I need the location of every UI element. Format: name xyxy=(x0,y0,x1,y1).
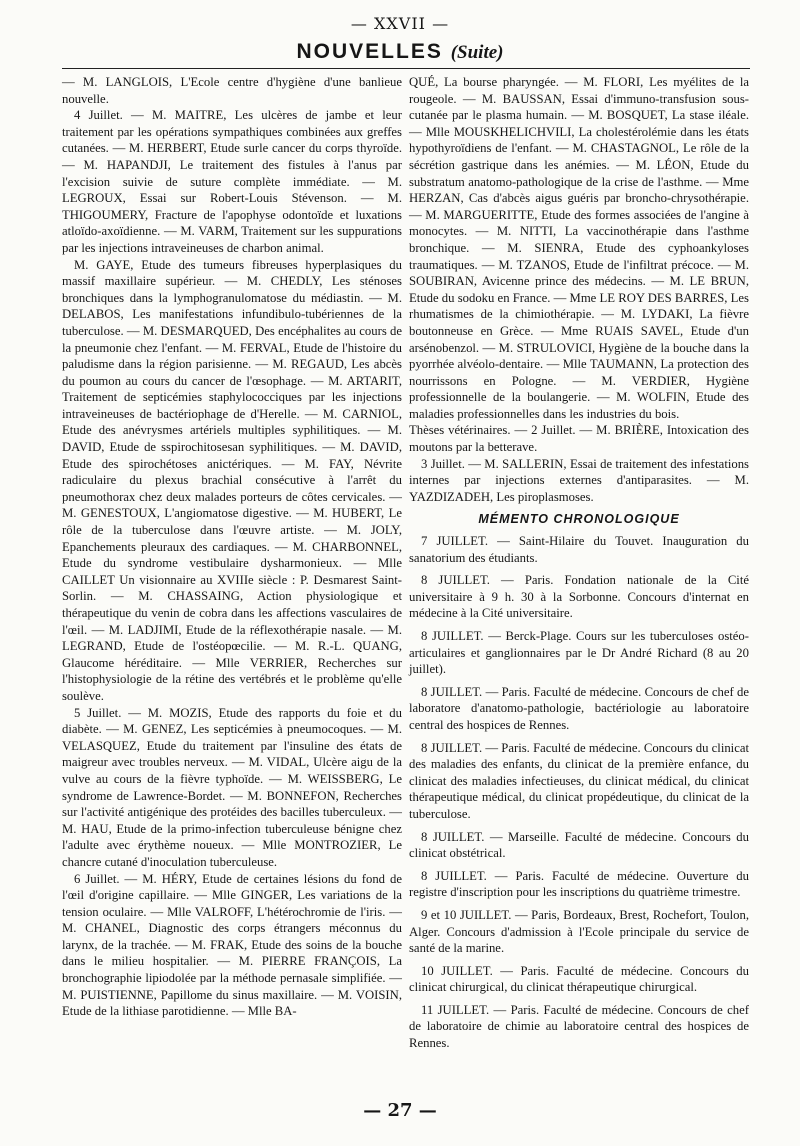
memento-entry: 8 JUILLET. — Paris. Faculté de médecine. Concours du clinicat des maladies des enfants, du clinicat de la première enfance, du clinicat des maladies infectieuses, du clinicat médical, du clinicat thérapeutique médical, du clinicat propédeutique, du clinicat de la tuberculose. xyxy=(409,740,749,821)
title-suite: (Suite) xyxy=(450,42,504,63)
paragraph: 5 Juillet. — M. MOZIS, Etude des rapports du foie et du diabète. — M. GENEZ, Les septicémies à pneumocoques. — M. VELASQUEZ, Etude du traitement par l'insuline des états de maigreur avec troubles nerveux. — M. VIDAL, Ulcère aigu de la vulve au cours de la fièvre typhoïde. — M. WEISSBERG, Le syndrome de Lawrence-Bordet. — M. BONNEFON, Recherches sur l'activité antigénique des protéides des bacilles tuberculeux. — M. HAU, Etude de la primo-infection tuberculeuse bénigne chez l'adulte avec érythème noueux. — Mlle MONTROZIER, Le chancre cutané d'inoculation tuberculeuse. xyxy=(62,705,402,869)
paragraph: M. GAYE, Etude des tumeurs fibreuses hyperplasiques du massif maxillaire supérieur. — M. CHEDLY, Les sténoses bronchiques dans la lymphogranulomatose du médiastin. — M. DELABOS, Les manifestations infundibulo-tubériennes de la tuberculose. — M. DESMARQUED, Des encéphalites au cours de la pneumonie chez l'enfant. — M. FERVAL, Etude de l'histoire du paludisme dans la région parisienne. — M. REGAUD, Les abcès du poumon au cours du cancer de l'œsophage. — M. ARTARIT, Traitement de septicémies staphylococciques par les injections intraveineuses de bactériophage de d'Herelle. — M. CARNIOL, Etude des anévrysmes artériels multiples syphilitiques. — M. DAVID, Etude de sspirochitosesan syphilitiques. — M. DAVID, Etude des spirochétoses anictériques. — M. FAY, Névrite radiculaire du plexus brachial consécutive à l'arrêt du pneumothorax chez deux malades porteurs de côtes cervicales. — M. GENESTOUX, L'angiomatose digestive. — M. HUBERT, Le rôle de la tuberculose dans l'œuvre artiste. — M. JOLY, Epanchements pleuraux des cardiaques. — M. CHARBONNEL, Etude du syndrome vestibulaire dysharmonieux. — Mlle CAILLET Un visionnaire au XVIIIe siècle : P. Desmarest Saint-Sorlin. — M. CHASSAING, Action physiologique et thérapeutique du venin de cobra dans les affections vasculaires de l'œil. — M. LADJIMI, Etude de la réflexothérapie nasale. — M. LEGRAND, Etude de l'ostéopœcilie. — M. R.-L. QUANG, Glaucome héréditaire. — Mlle VERRIER, Recherches sur l'histophysiologie de la rétine des vertébrés et le problème qu'elle soulève. xyxy=(62,257,402,703)
memento-entry: 8 JUILLET. — Berck-Plage. Cours sur les tuberculoses ostéo-articulaires et ganglionnaires par le Dr André Richard (8 au 20 juillet). xyxy=(409,629,749,677)
page-title xyxy=(0,40,800,64)
memento-heading: MÉMENTO CHRONOLOGIQUE xyxy=(478,512,680,527)
memento-entry: 8 JUILLET. — Paris. Faculté de médecine. Concours de chef de laboratore d'anatomo-pathologie, bactériologie au laboratoire central des hospices de Rennes. xyxy=(409,684,749,732)
memento-entry: 8 JUILLET. — Marseille. Faculté de médecine. Concours du clinicat obstétrical. xyxy=(409,829,749,861)
right-column xyxy=(409,74,749,1058)
memento-entry: 8 JUILLET. — Paris. Faculté de médecine. Ouverture du registre d'inscription pour les inscriptions du quatrième trimestre. xyxy=(409,868,749,900)
page-number: — 27 — xyxy=(363,1100,437,1121)
paragraph: 6 Juillet. — M. HÉRY, Etude de certaines lésions du fond de l'œil d'origine capillaire. — Mlle GINGER, Les variations de la tension oculaire. — Mlle VALROFF, L'hétérochromie de l'iris. — M. CHANEL, Diagnostic des corps étrangers méconnus du larynx, de la trachée. — M. FRAK, Etude des soins de la bouche dans le milieu hospitalier. — M. PIERRE FRANÇOIS, La bronchographie lipiodolée par la méthode pernasale simplifiée. — M. PUISTIENNE, Papillome du sinus maxillaire. — M. VOISIN, Etude de la lithiase parotidienne. — Mlle BA- xyxy=(62,871,402,1019)
title-text: NOUVELLES xyxy=(296,40,443,63)
roman-page-number: — XXVII — xyxy=(350,14,450,33)
paragraph: 4 Juillet. — M. MAITRE, Les ulcères de jambe et leur traitement par les opérations sympathiques combinées aux greffes cutanées. — M. HERBERT, Etude surle cancer du corps thyroïde. — M. HAPANDJI, Le traitement des fistules à l'anus par l'excision suivie de suture complète immédiate. — M. LEGROUX, Essai sur Robert-Louis Stévenson. — M. THIGOUMERY, Fracture de l'apophyse odontoïde et luxations atloïdo-axoïdienne. — M. VARM, Traitement sur les suppurations par les injections intraveineuses de charbon animal. xyxy=(62,108,402,255)
left-column xyxy=(62,74,402,1020)
memento-entry: 10 JUILLET. — Paris. Faculté de médecine. Concours du clinicat chirurgical, du clinicat thérapeutique chirurgical. xyxy=(409,963,749,995)
memento-entry: 8 JUILLET. — Paris. Fondation nationale de la Cité universitaire à 9 h. 30 à la Sorbonne. Concours d'internat en médecine à la Cité universitaire. xyxy=(409,573,749,621)
memento-entry: 7 JUILLET. — Saint-Hilaire du Touvet. Inauguration du sanatorium des étudiants. xyxy=(409,534,749,565)
paragraph: 3 Juillet. — M. SALLERIN, Essai de traitement des infestations internes par injections externes d'antiparasites. — M. YAZDIZADEH, Les piroplasmoses. xyxy=(409,456,749,504)
memento-entry: 11 JUILLET. — Paris. Faculté de médecine. Concours de chef de laboratoire de chimie au laboratoire central des hospices de Rennes. xyxy=(409,1002,749,1051)
paragraph: QUÉ, La bourse pharyngée. — M. FLORI, Les myélites de la rougeole. — M. BAUSSAN, Essai d'immuno-transfusion sous-cutanée par le plasma humain. — M. BOSQUET, La stase iléale. — Mlle MOUSKHELICHVILI, La cholestérolémie dans les états hypothyroïdiens de l'enfant. — M. CHASTAGNOL, Le rôle de la sécrétion gastrique dans les anémies. — M. LÉON, Etude du substratum anatomo-pathologique de la crise de l'asthme. — Mme HERZAN, Cas d'abcès aigus guéris par broncho-chrysothérapie. — M. MARGUERITTE, Etude des formes associées de l'angine à monocytes. — M. NITTI, La vaccinothérapie dans l'asthme bronchique. — M. SIENRA, Etude des cyphoankyloses traumatiques. — M. TZANOS, Etude de l'infiltrat précoce. — M. SOUBIRAN, Avicenne prince des médecins. — M. LE BRUN, Etude du sodoku en France. — Mme LE ROY DES BARRES, Les rhumatismes de la chimiothérapie. — M. LYDAKI, La fièvre boutonneuse en Grèce. — Mme RUAIS SAVEL, Etude d'un arsénobenzol. — M. STRULOVICI, Hygiène de la bouche dans la pyorrhée alvéolo-dentaire. — Mlle TAUMANN, La protection des nourrissons en Pologne. — M. VERDIER, Hygiène professionnelle de la boulangerie. — M. WOLFIN, Etude des maladies professionnelles dans les industries du bois. xyxy=(409,75,749,421)
veterinary-theses: Thèses vétérinaires. — 2 Juillet. — M. BRIÈRE, Intoxication des moutons par la betterave. xyxy=(409,423,749,455)
header-rule xyxy=(62,68,750,69)
memento-entry: 9 et 10 JUILLET. — Paris, Bordeaux, Brest, Rochefort, Toulon, Alger. Concours d'admission à l'Ecole principale du service de santé de la marine. xyxy=(409,907,749,956)
paragraph: — M. LANGLOIS, L'Ecole centre d'hygiène d'une banlieue nouvelle. xyxy=(62,75,402,106)
